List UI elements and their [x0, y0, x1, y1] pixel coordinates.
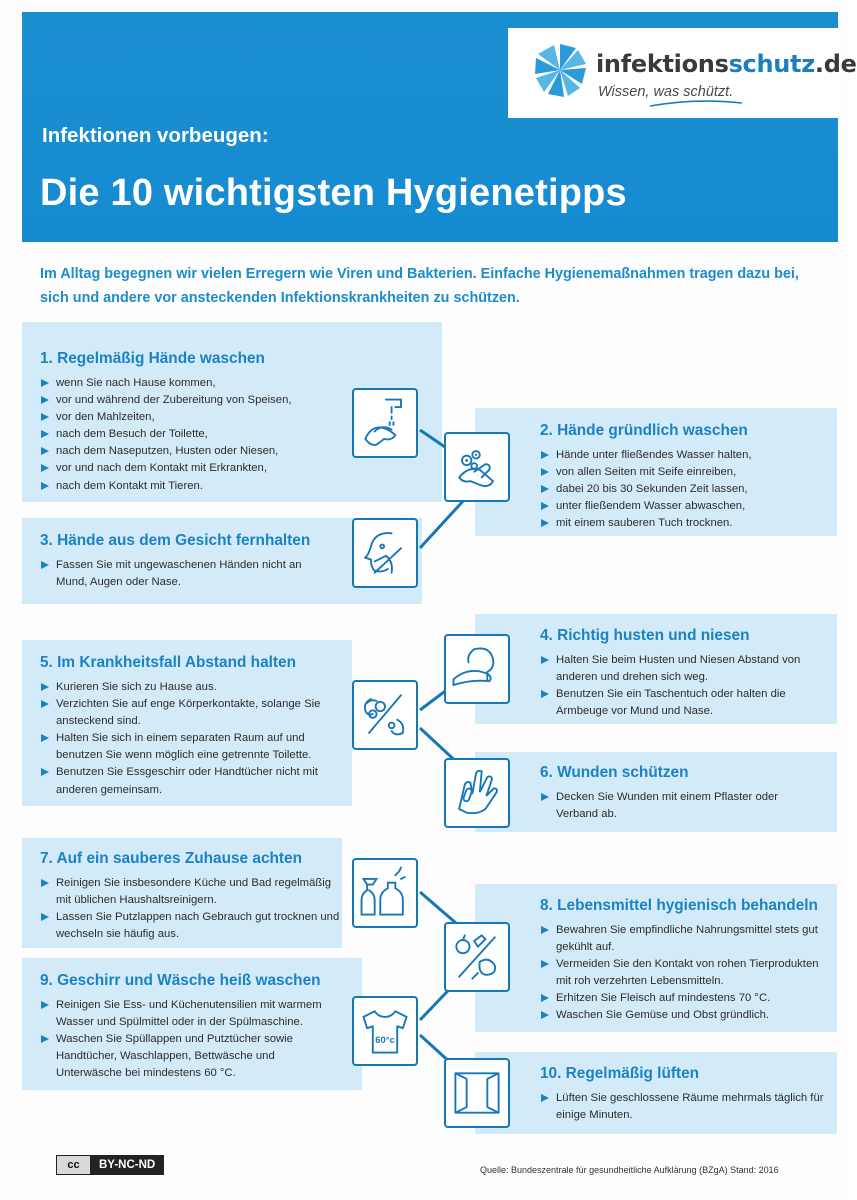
list-item: nach dem Besuch der Toilette, — [40, 426, 360, 443]
header-kicker: Infektionen vorbeugen: — [42, 124, 269, 147]
logo-word-part-3: .de — [814, 50, 857, 78]
food-separation-icon — [446, 924, 508, 990]
tip-10-icon-box — [444, 1058, 510, 1128]
tip-4 — [540, 627, 828, 720]
tip-2-icon-box — [444, 432, 510, 502]
tip-3 — [40, 532, 330, 591]
handwash-faucet-icon — [354, 390, 416, 456]
bandaged-hand-icon — [446, 760, 508, 826]
list-item: Erhitzen Sie Fleisch auf mindestens 70 °C. — [540, 990, 834, 1007]
list-item: Reinigen Sie insbesondere Küche und Bad regelmäßig mit üblichen Haushaltsreinigern. — [40, 875, 340, 909]
tip-7-icon-box — [352, 858, 418, 928]
list-item: von allen Seiten mit Seife einreiben, — [540, 464, 830, 481]
tip-7-title: 7. Auf ein sauberes Zuhause achten — [40, 850, 303, 867]
logo-word-part-1: infektions — [596, 50, 729, 78]
creative-commons-icon: cc — [57, 1156, 91, 1174]
license-badge[interactable] — [56, 1155, 164, 1175]
cough-elbow-icon — [446, 636, 508, 702]
logo-panel — [508, 28, 857, 118]
tip-8-list — [540, 922, 834, 1025]
tip-8-title: 8. Lebensmittel hygienisch behandeln — [540, 897, 818, 914]
tip-3-list — [40, 557, 330, 591]
tip-3-icon-box — [352, 518, 418, 588]
tip-4-list — [540, 652, 828, 720]
list-item: dabei 20 bis 30 Sekunden Zeit lassen, — [540, 481, 830, 498]
tip-9-list — [40, 997, 340, 1082]
tip-4-title: 4. Richtig husten und niesen — [540, 627, 750, 644]
soap-hands-icon — [446, 434, 508, 500]
list-item: Decken Sie Wunden mit einem Pflaster oder Verband ab. — [540, 789, 820, 823]
source-note: Quelle: Bundeszentrale für gesundheitliche Aufklärung (BZgA) Stand: 2016 — [480, 1165, 779, 1175]
tip-5 — [40, 654, 332, 799]
tip-5-title: 5. Im Krankheitsfall Abstand halten — [40, 654, 296, 671]
tip-1-list — [40, 375, 360, 495]
tip-2-list — [540, 447, 830, 532]
tip-6-icon-box — [444, 758, 510, 828]
tip-5-icon-box — [352, 680, 418, 750]
list-item: Waschen Sie Spüllappen und Putztücher sowie Handtücher, Waschlappen, Bettwäsche und Unterwäsche bei mindestens 60 °C. — [40, 1031, 340, 1082]
list-item: Halten Sie sich in einem separaten Raum auf und benutzen Sie wenn möglich eine getrennte Toilette. — [40, 730, 332, 764]
tip-4-icon-box — [444, 634, 510, 704]
tip-7 — [40, 850, 340, 943]
intro-text: Im Alltag begegnen wir vielen Erregern wie Viren und Bakterien. Einfache Hygienemaßnahmen tragen dazu bei, sich und andere vor ansteckenden Infektionskrankheiten zu schützen. — [40, 266, 799, 306]
wash-temperature-label: 60°c — [375, 1034, 395, 1046]
tip-8-icon-box — [444, 922, 510, 992]
list-item: Halten Sie beim Husten und Niesen Abstand von anderen und drehen sich weg. — [540, 652, 828, 686]
page-title: Die 10 wichtigsten Hygienetipps — [40, 172, 627, 214]
list-item: vor und nach dem Kontakt mit Erkrankten, — [40, 460, 360, 477]
tip-1 — [40, 350, 360, 495]
list-item: Fassen Sie mit ungewaschenen Händen nicht an Mund, Augen oder Nase. — [40, 557, 330, 591]
logo-word-part-2: schutz — [728, 50, 815, 78]
open-window-icon — [446, 1060, 508, 1126]
tip-9 — [40, 972, 340, 1082]
list-item: Vermeiden Sie den Kontakt von rohen Tierprodukten mit roh verzehrten Lebensmitteln. — [540, 956, 834, 990]
tip-7-list — [40, 875, 340, 943]
keep-distance-icon — [354, 682, 416, 748]
tip-6-list — [540, 789, 820, 823]
swoosh-icon — [648, 98, 744, 108]
logo-wordmark — [596, 50, 857, 78]
tip-6-title: 6. Wunden schützen — [540, 764, 689, 781]
list-item: Benutzen Sie Essgeschirr oder Handtücher nicht mit anderen gemeinsam. — [40, 764, 332, 798]
header-banner — [22, 12, 857, 242]
list-item: Benutzen Sie ein Taschentuch oder halten die Armbeuge vor Mund und Nase. — [540, 686, 828, 720]
list-item: Kurieren Sie sich zu Hause aus. — [40, 679, 332, 696]
tip-1-icon-box — [352, 388, 418, 458]
list-item: nach dem Kontakt mit Tieren. — [40, 478, 360, 495]
list-item: Lüften Sie geschlossene Räume mehrmals täglich für einige Minuten. — [540, 1090, 830, 1124]
list-item: Bewahren Sie empfindliche Nahrungsmittel stets gut gekühlt auf. — [540, 922, 834, 956]
list-item: Reinigen Sie Ess- und Küchenutensilien mit warmem Wasser und Spülmittel oder in der Spülmaschine. — [40, 997, 340, 1031]
list-item: unter fließendem Wasser abwaschen, — [540, 498, 830, 515]
list-item: Waschen Sie Gemüse und Obst gründlich. — [540, 1007, 834, 1024]
tip-2 — [540, 422, 830, 532]
tip-8 — [540, 897, 834, 1025]
tip-3-title: 3. Hände aus dem Gesicht fernhalten — [40, 532, 311, 549]
tip-1-title: 1. Regelmäßig Hände waschen — [40, 350, 265, 367]
list-item: Verzichten Sie auf enge Körperkontakte, solange Sie ansteckend sind. — [40, 696, 332, 730]
cleaning-bottles-icon — [354, 860, 416, 926]
shirt-60-degrees-icon — [354, 998, 416, 1064]
tip-6 — [540, 764, 820, 823]
umbrella-logo-icon — [532, 42, 588, 98]
list-item: mit einem sauberen Tuch trocknen. — [540, 515, 830, 532]
tip-10 — [540, 1065, 830, 1124]
tip-10-title: 10. Regelmäßig lüften — [540, 1065, 700, 1082]
list-item: vor den Mahlzeiten, — [40, 409, 360, 426]
tip-2-title: 2. Hände gründlich waschen — [540, 422, 748, 439]
list-item: Lassen Sie Putzlappen nach Gebrauch gut trocknen und wechseln sie häufig aus. — [40, 909, 340, 943]
list-item: vor und während der Zubereitung von Speisen, — [40, 392, 360, 409]
no-face-touch-icon — [354, 520, 416, 586]
list-item: nach dem Naseputzen, Husten oder Niesen, — [40, 443, 360, 460]
tip-10-list — [540, 1090, 830, 1124]
logo-tagline: Wissen, was schützt. — [598, 84, 734, 100]
list-item: wenn Sie nach Hause kommen, — [40, 375, 360, 392]
tip-9-title: 9. Geschirr und Wäsche heiß waschen — [40, 972, 321, 989]
tip-9-icon-box — [352, 996, 418, 1066]
list-item: Hände unter fließendes Wasser halten, — [540, 447, 830, 464]
license-label: BY-NC-ND — [91, 1156, 163, 1174]
tip-5-list — [40, 679, 332, 799]
